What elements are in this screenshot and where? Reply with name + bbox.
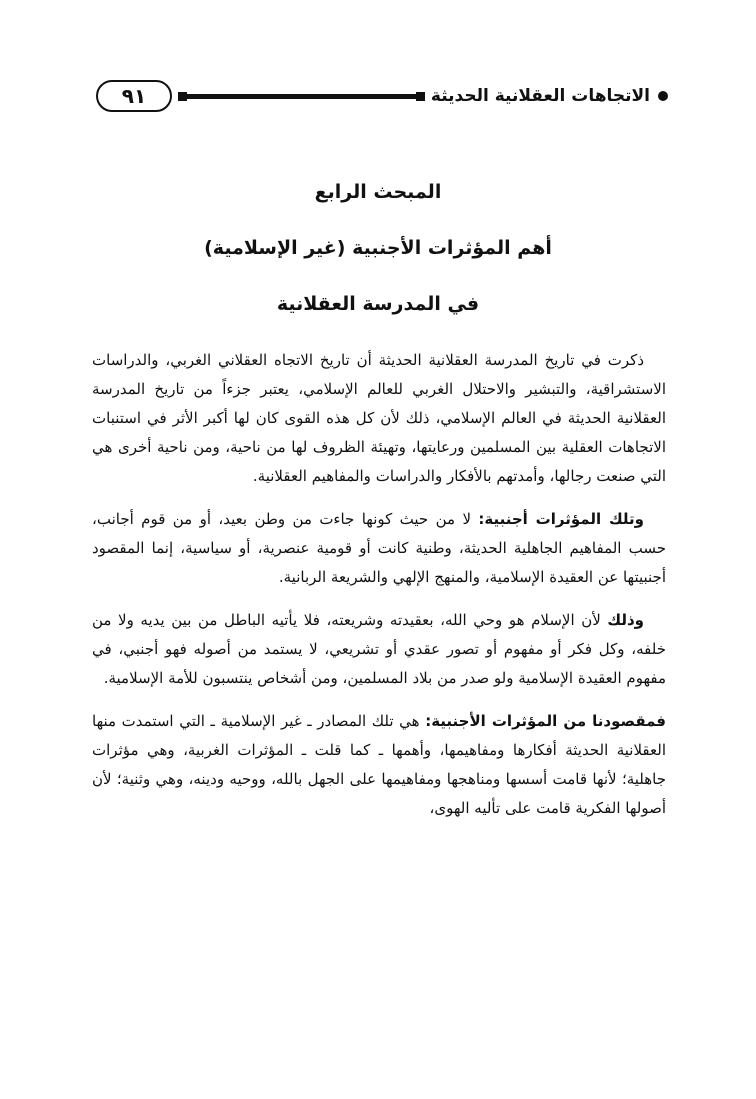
section-label: المبحث الرابع (314, 181, 442, 203)
body-text (92, 346, 666, 837)
running-header (96, 78, 668, 114)
paragraph-text: هي تلك المصادر ـ غير الإسلامية ـ التي استمدت منها العقلانية الحديثة أفكارها ومفاهيمها، وأهمها ـ كما قلت ـ المؤثرات الغربية، وهي مؤثرات جاهلية؛ لأنها قامت أسسها ومناهجها ومفاهيمها على الجهل بالله، ووحيه ودينه، وهي وثنية؛ لأن أصولها الفكرية قامت على تأليه الهوى، (92, 712, 666, 817)
paragraph-lead: وذلك (607, 611, 644, 629)
paragraph (92, 707, 666, 823)
paragraph (92, 606, 666, 693)
page-number: ٩١ (96, 80, 172, 112)
paragraph (92, 346, 666, 491)
section-titles (96, 164, 660, 332)
paragraph-lead: فمقصودنا من المؤثرات الأجنبية: (425, 712, 666, 730)
header-rule (180, 94, 423, 99)
paragraph-text: لأن الإسلام هو وحي الله، بعقيدته وشريعته، فلا يأتيه الباطل من بين يديه ولا من خلفه، وكل فكر أو مفهوم أو تصور عقدي أو تشريعي، لا يستمد من أصوله فهو أجنبي، في مفهوم العقيدة الإسلامية ولو صدر من بلاد المسلمين، ومن أشخاص ينتسبون للأمة الإسلامية. (92, 611, 666, 687)
running-title: الاتجاهات العقلانية الحديثة (430, 86, 650, 106)
bullet-icon (658, 91, 668, 101)
paragraph-lead: وتلك المؤثرات أجنبية: (478, 510, 644, 528)
section-heading: أهم المؤثرات الأجنبية (غير الإسلامية) (204, 237, 552, 259)
paragraph (92, 505, 666, 592)
paragraph-text: ذكرت في تاريخ المدرسة العقلانية الحديثة أن تاريخ الاتجاه العقلاني الغربي، والدراسات الاستشراقية، والتبشير والاحتلال الغربي للعالم الإسلامي، يعتبر جزءاً من تاريخ المدرسة العقلانية الحديثة في العالم الإسلامي، ذلك لأن كل هذه القوى كان لها أكبر الأثر في استنبات الاتجاهات العقلية بين المسلمين ورعايتها، وتهيئة الظروف لها من ناحية، ومن ناحية أخرى هي التي صنعت رجالها، وأمدتهم بالأفكار والدراسات والمفاهيم العقلانية. (92, 351, 666, 485)
paragraph-text: لا من حيث كونها جاءت من وطن بعيد، أو من قوم أجانب، حسب المفاهيم الجاهلية الحديثة، وطنية كانت أو قومية عنصرية، أو سياسية، إنما المقصود أجنبيتها عن العقيدة الإسلامية، والمنهج الإلهي والشريعة الربانية. (92, 510, 666, 586)
section-subheading: في المدرسة العقلانية (276, 293, 480, 315)
